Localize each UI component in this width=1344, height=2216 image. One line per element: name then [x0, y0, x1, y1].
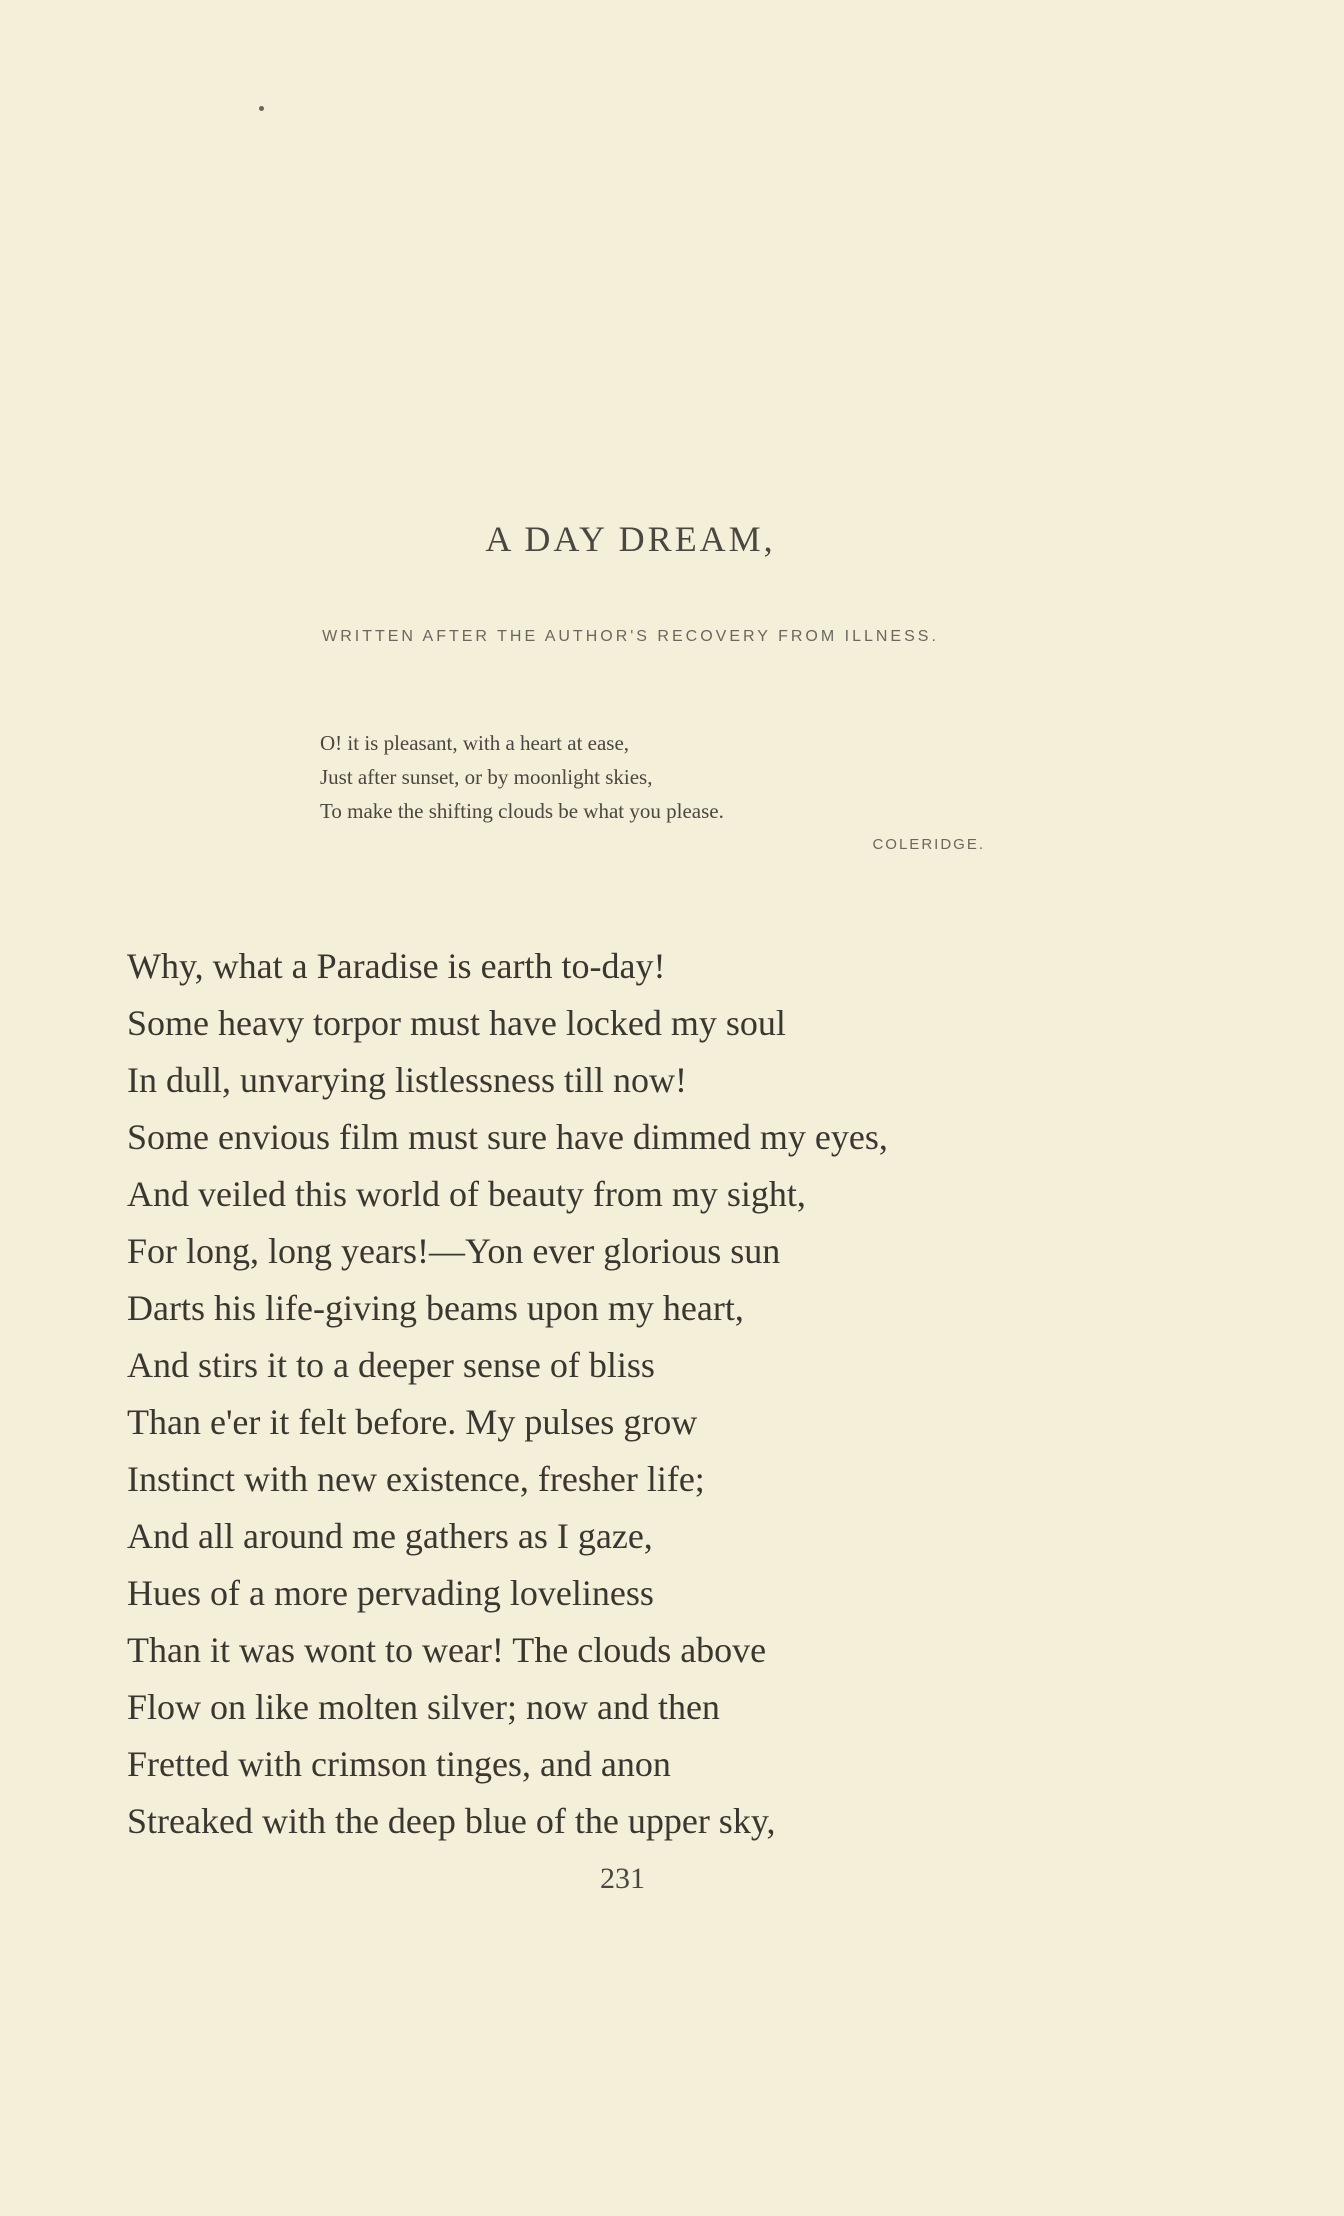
epigraph-line: To make the shifting clouds be what you please. [320, 799, 724, 823]
poem-line: Why, what a Paradise is earth to-day! [127, 946, 666, 986]
poem-line: Some envious film must sure have dimmed my eyes, [127, 1117, 888, 1157]
poem-line: Than it was wont to wear! The clouds above [127, 1630, 767, 1670]
poem-title: A DAY DREAM, [485, 519, 776, 559]
poem-line: In dull, unvarying listlessness till now! [127, 1060, 687, 1100]
poem-line: Instinct with new existence, fresher life; [127, 1459, 705, 1499]
ink-speck [259, 106, 264, 111]
poem-line: And stirs it to a deeper sense of bliss [127, 1345, 655, 1385]
page-number: 231 [600, 1862, 645, 1895]
poem-body [127, 938, 1297, 1850]
poem-line: Than e'er it felt before. My pulses grow [127, 1402, 698, 1442]
poem-line: Streaked with the deep blue of the upper sky, [127, 1801, 776, 1841]
poem-line: Fretted with crimson tinges, and anon [127, 1744, 671, 1784]
poem-subtitle: WRITTEN AFTER THE AUTHOR'S RECOVERY FROM ILLNESS. [322, 628, 939, 645]
poem-line: And all around me gathers as I gaze, [127, 1516, 653, 1556]
poem-line: Some heavy torpor must have locked my soul [127, 1003, 786, 1043]
poem-line: For long, long years!—Yon ever glorious sun [127, 1231, 781, 1271]
epigraph-line: Just after sunset, or by moonlight skies, [320, 765, 653, 789]
poem-line: Hues of a more pervading loveliness [127, 1573, 654, 1613]
poem-line: Darts his life-giving beams upon my heart, [127, 1288, 744, 1328]
poem-line: And veiled this world of beauty from my sight, [127, 1174, 806, 1214]
epigraph [320, 726, 990, 862]
epigraph-line: O! it is pleasant, with a heart at ease, [320, 731, 630, 755]
epigraph-attribution: COLERIDGE. [872, 836, 985, 853]
poem-line: Flow on like molten silver; now and then [127, 1687, 720, 1727]
